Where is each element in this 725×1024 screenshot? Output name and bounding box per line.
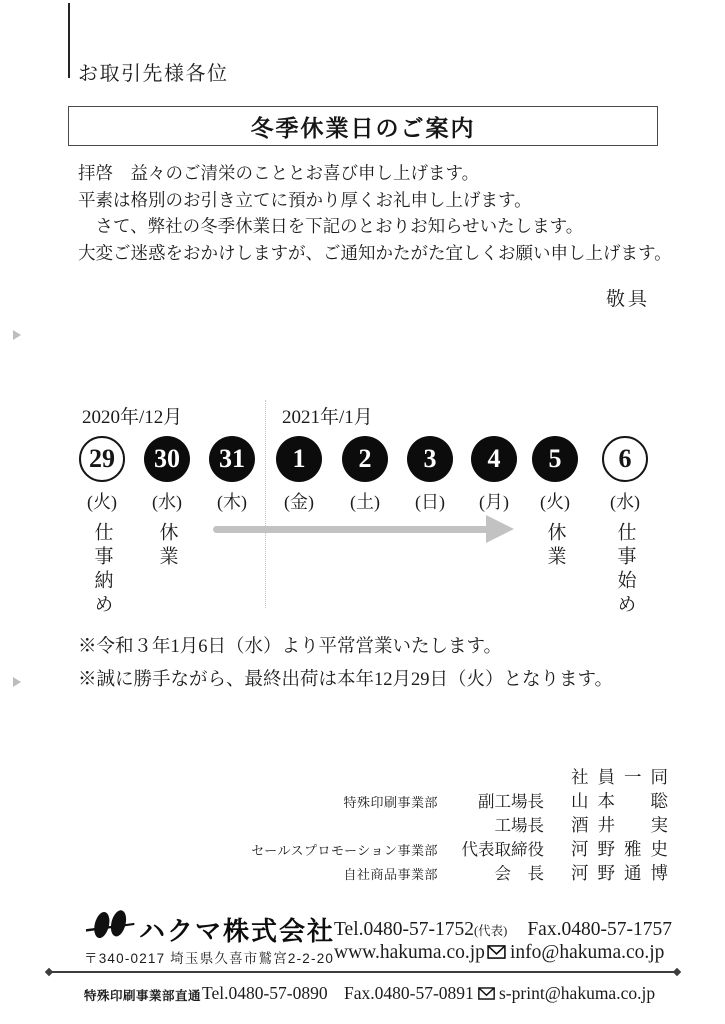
margin-arrow-icon (13, 677, 21, 687)
signature-name: 社員一同 (571, 767, 668, 787)
top-left-rule (68, 3, 70, 78)
main-email-line (487, 942, 664, 964)
closure-period-arrow (213, 526, 491, 533)
signature-row (226, 862, 668, 887)
day-circle: 6 (602, 436, 648, 482)
signature-department: 自社商品事業部 (343, 867, 438, 882)
signature-row (226, 766, 668, 790)
day-of-week: (火) (87, 492, 117, 512)
day-note: 仕事始め (614, 522, 636, 618)
signature-department: セールスプロモーション事業部 (251, 842, 438, 858)
day-note: 休業 (544, 522, 566, 570)
day-of-week: (火) (540, 492, 570, 512)
calendar-day (200, 436, 264, 514)
signature-department: 特殊印刷事業部 (343, 794, 438, 810)
month-divider (265, 400, 266, 608)
day-circle: 5 (532, 436, 578, 482)
signature-name: 山本 聡 (571, 790, 668, 811)
company-name: ハクマ株式会社 (139, 916, 336, 946)
day-circle: 30 (144, 436, 190, 482)
day-of-week: (土) (350, 492, 380, 512)
signature-title: 工場長 (494, 816, 544, 835)
day-circle: 3 (407, 436, 453, 482)
divider-end-icon (45, 967, 53, 975)
month-label-january: 2021年/1月 (282, 407, 373, 428)
calendar-day (398, 436, 462, 514)
signature-name: 河野雅史 (571, 838, 668, 859)
title-box (68, 106, 658, 146)
envelope-icon (487, 943, 506, 965)
signature-row (226, 814, 668, 838)
margin-arrow-icon (13, 330, 21, 340)
day-of-week: (月) (479, 492, 509, 512)
remark-line: ※令和３年1月6日（水）より平常営業いたします。 (78, 637, 503, 657)
day-circle: 31 (209, 436, 255, 482)
signature-row (226, 790, 668, 815)
calendar-day (267, 436, 331, 514)
website-url: www.hakuma.co.jp (334, 942, 485, 963)
page-title: 冬季休業日のご案内 (250, 115, 476, 141)
day-of-week: (木) (217, 492, 247, 512)
calendar-day (135, 436, 199, 570)
day-circle: 2 (342, 436, 388, 482)
signature-title: 副工場長 (478, 791, 544, 811)
calendar-day (523, 436, 587, 570)
greeting-line: 大変ご迷惑をおかけしますが、ご通知かたがた宜しくお願い申し上げます。 (78, 242, 672, 263)
day-of-week: (水) (152, 492, 182, 512)
closure-period-arrowhead-icon (486, 515, 514, 543)
calendar-day (462, 436, 526, 514)
signature-title: 会 長 (494, 864, 544, 883)
recipient-line: お取引先様各位 (78, 63, 229, 85)
calendar-day (333, 436, 397, 514)
day-circle: 4 (471, 436, 517, 482)
month-label-december: 2020年/12月 (82, 407, 183, 428)
closing-word: 敬具 (606, 289, 651, 310)
footer-divider (50, 971, 678, 973)
tel-main: Tel.0480-57-1752 (334, 919, 474, 940)
tel-direct: Tel.0480-57-0890 (202, 983, 328, 1003)
greeting-line: 平素は格別のお引き立てに預かり厚くお礼申し上げます。 (78, 189, 532, 210)
greeting-line: さて、弊社の冬季休業日を下記のとおりお知らせいたします。 (78, 216, 584, 236)
calendar-day (593, 436, 657, 618)
signature-block (226, 766, 668, 887)
greeting-line: 拝啓 益々のご清栄のこととお喜び申し上げます。 (78, 163, 480, 183)
day-note: 仕事納め (91, 522, 113, 618)
day-of-week: (水) (610, 492, 640, 512)
day-note: 休業 (156, 522, 178, 570)
greeting-body (78, 160, 678, 266)
signature-name: 河野通博 (571, 863, 668, 883)
direct-email-line (478, 983, 655, 1004)
email-main: info@hakuma.co.jp (510, 942, 665, 963)
signature-title: 代表取締役 (461, 839, 544, 859)
fax-main: Fax.0480-57-1757 (527, 919, 672, 940)
day-of-week: (金) (284, 492, 314, 512)
company-logo (86, 902, 136, 953)
remark-line: ※誠に勝手ながら、最終出荷は本年12月29日（火）となります。 (78, 670, 614, 690)
day-circle: 29 (79, 436, 125, 482)
direct-line-label: 特殊印刷事業部直通 (84, 989, 202, 1003)
signature-name: 酒井 実 (571, 815, 668, 835)
email-direct: s-print@hakuma.co.jp (499, 983, 656, 1003)
day-circle: 1 (276, 436, 322, 482)
remarks (78, 631, 613, 697)
signature-row (226, 838, 668, 863)
calendar-day (70, 436, 134, 618)
divider-end-icon (673, 967, 681, 975)
day-of-week: (日) (415, 492, 445, 512)
fax-direct: Fax.0480-57-0891 (344, 983, 474, 1003)
main-phone-line (334, 919, 672, 941)
envelope-icon (478, 984, 495, 1005)
tel-main-note: (代表) (474, 924, 508, 938)
postal-address: 〒340-0217 埼玉県久喜市鷲宮2-2-20 (84, 951, 335, 966)
